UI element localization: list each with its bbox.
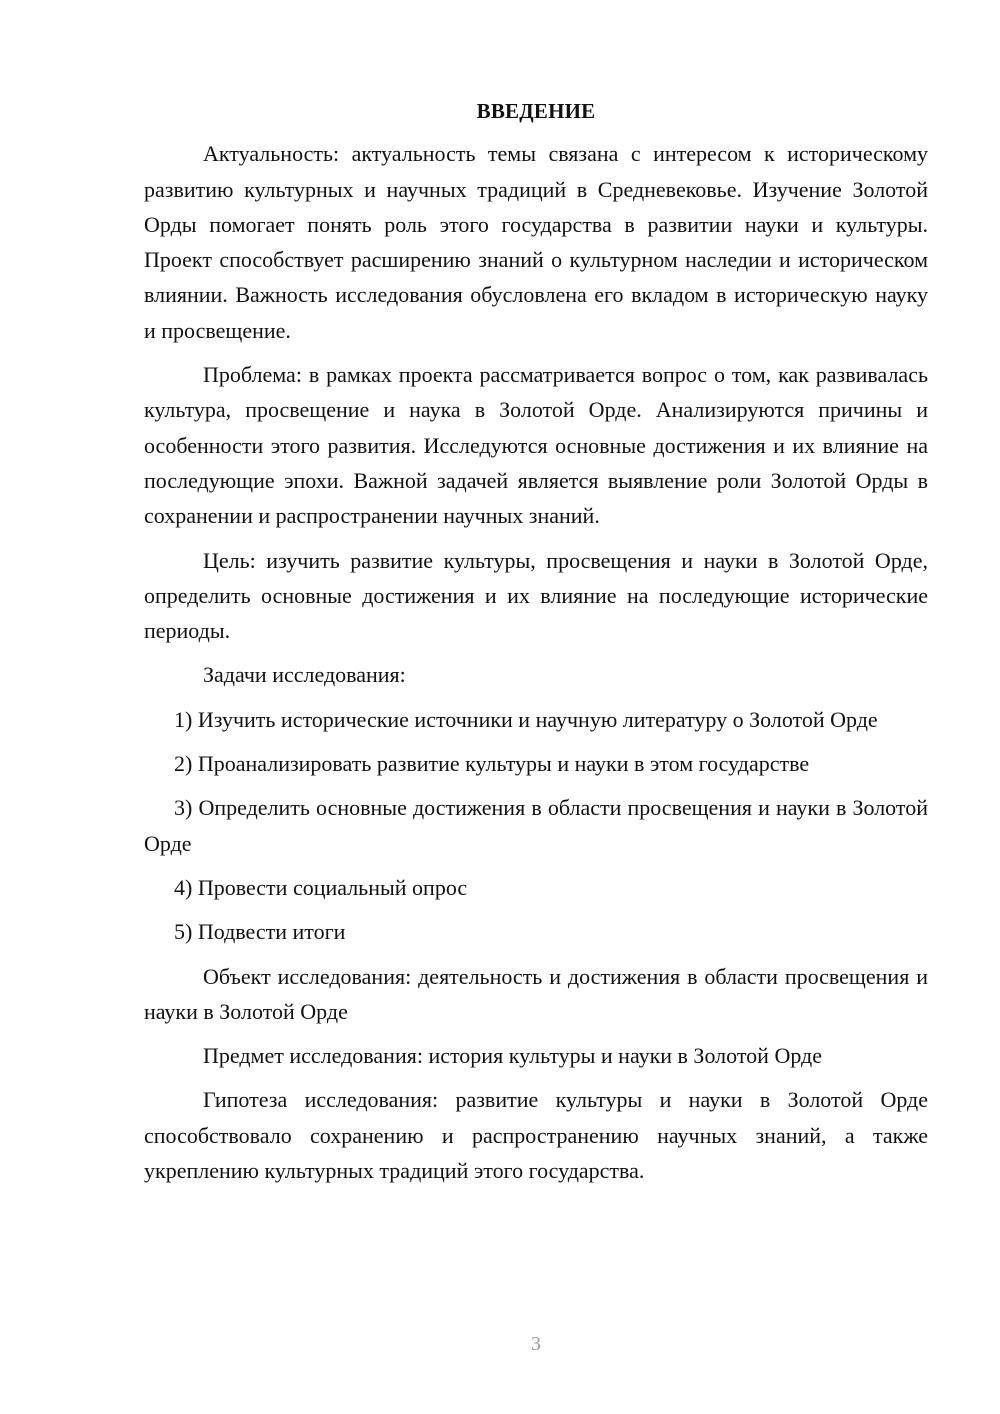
relevance-paragraph: Актуальность: актуальность темы связана с интересом к историческому развитию культурных и научных традиций в Средневековье. Изучение Золотой Орды помогает понять роль этого государства в развитии науки и культуры. Проект способствует расширению знаний о культурном наследии и историческом влиянии. Важность исследования обусловлена его вкладом в историческую науку и просвещение. (144, 141, 928, 343)
subject-paragraph: Предмет исследования: история культуры и науки в Золотой Орде (203, 1043, 823, 1069)
task-item-3: 3) Определить основные достижения в области просвещения и науки в Золотой Орде (144, 795, 928, 856)
page-number: 3 (531, 1333, 541, 1355)
hypothesis-paragraph: Гипотеза исследования: развитие культуры и науки в Золотой Орде способствовало сохранению и распространению научных знаний, а также укреплению культурных традиций этого государства. (144, 1087, 928, 1184)
task-item-4: 4) Провести социальный опрос (174, 874, 468, 900)
page-content (144, 94, 928, 1197)
tasks-list (144, 702, 928, 950)
problem-paragraph: Проблема: в рамках проекта рассматривается вопрос о том, как развивалась культура, просвещение и наука в Золотой Орде. Анализируются причины и особенности этого развития. Исследуются основные достижения и их влияние на последующие эпохи. Важной задачей является выявление роли Золотой Орды в сохранении и распространении научных знаний. (144, 362, 928, 529)
goal-paragraph: Цель: изучить развитие культуры, просвещения и науки в Золотой Орде, определить основные достижения и их влияние на последующие исторические периоды. (144, 547, 928, 644)
task-item-1: 1) Изучить исторические источники и научную литературу о Золотой Орде (174, 706, 878, 732)
task-item-2: 2) Проанализировать развитие культуры и науки в этом государстве (174, 751, 810, 777)
task-item-5: 5) Подвести итоги (174, 919, 346, 945)
object-paragraph: Объект исследования: деятельность и достижения в области просвещения и науки в Золотой Орде (144, 963, 928, 1024)
section-heading: ВВЕДЕНИЕ (476, 99, 596, 123)
tasks-heading: Задачи исследования: (203, 662, 406, 688)
